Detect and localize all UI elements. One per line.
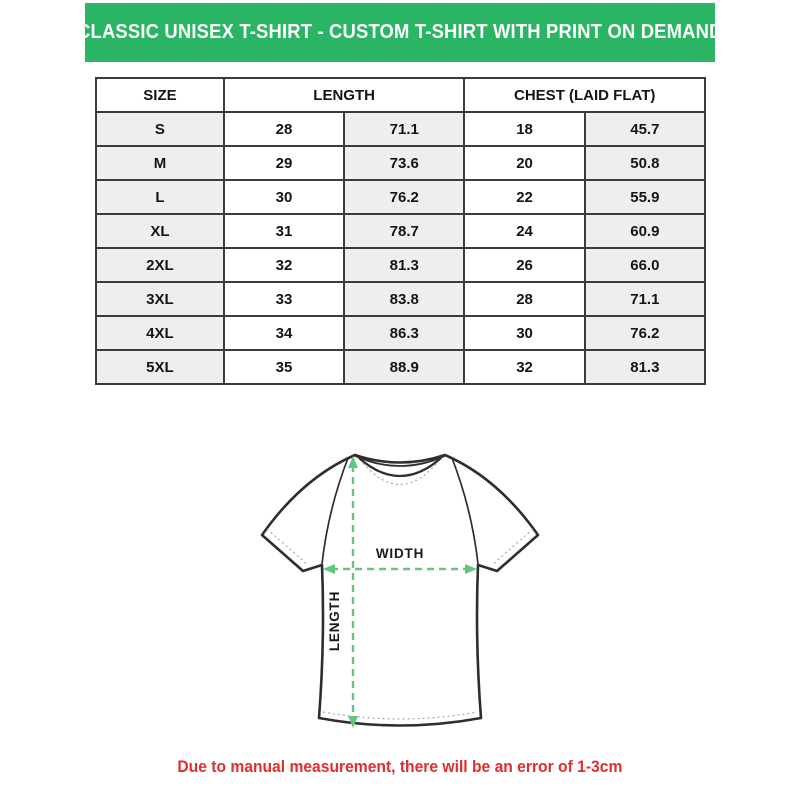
chest-inches-cell: 24: [464, 214, 584, 248]
length-cm-cell: 88.9: [344, 350, 464, 384]
measurement-note-row: [0, 757, 800, 777]
size-cell: S: [96, 112, 224, 146]
size-cell: 2XL: [96, 248, 224, 282]
chest-cm-cell: 60.9: [585, 214, 705, 248]
table-row: [96, 316, 705, 350]
table-row: [96, 112, 705, 146]
size-cell: M: [96, 146, 224, 180]
tshirt-outline: [262, 455, 538, 726]
chest-cm-cell: 76.2: [585, 316, 705, 350]
length-inches-cell: 34: [224, 316, 344, 350]
length-inches-cell: 28: [224, 112, 344, 146]
chest-cm-cell: 66.0: [585, 248, 705, 282]
length-inches-cell: 30: [224, 180, 344, 214]
table-row: [96, 180, 705, 214]
size-cell: 5XL: [96, 350, 224, 384]
page-title: CLASSIC UNISEX T-SHIRT - CUSTOM T-SHIRT WITH PRINT ON DEMAND: [77, 21, 723, 43]
length-cm-cell: 78.7: [344, 214, 464, 248]
size-cell: L: [96, 180, 224, 214]
length-inches-cell: 29: [224, 146, 344, 180]
table-row: [96, 248, 705, 282]
chest-cm-cell: 50.8: [585, 146, 705, 180]
size-cell: XL: [96, 214, 224, 248]
chest-cm-cell: 45.7: [585, 112, 705, 146]
chest-inches-cell: 28: [464, 282, 584, 316]
length-cm-cell: 71.1: [344, 112, 464, 146]
col-header-length: LENGTH: [224, 78, 465, 112]
size-table: [95, 77, 706, 385]
table-row: [96, 282, 705, 316]
chest-inches-cell: 20: [464, 146, 584, 180]
page-title-banner: [77, 3, 723, 62]
length-inches-cell: 33: [224, 282, 344, 316]
length-label: LENGTH: [327, 590, 342, 652]
tshirt-diagram-svg: [240, 430, 560, 750]
length-cm-cell: 76.2: [344, 180, 464, 214]
col-header-chest: CHEST (LAID FLAT): [464, 78, 705, 112]
chest-inches-cell: 22: [464, 180, 584, 214]
table-row: [96, 350, 705, 384]
length-inches-cell: 31: [224, 214, 344, 248]
chest-inches-cell: 26: [464, 248, 584, 282]
size-cell: 3XL: [96, 282, 224, 316]
chest-cm-cell: 71.1: [585, 282, 705, 316]
col-header-size: SIZE: [96, 78, 224, 112]
length-cm-cell: 86.3: [344, 316, 464, 350]
length-cm-cell: 83.8: [344, 282, 464, 316]
width-label: WIDTH: [375, 546, 425, 561]
chest-cm-cell: 81.3: [585, 350, 705, 384]
length-cm-cell: 81.3: [344, 248, 464, 282]
chest-inches-cell: 18: [464, 112, 584, 146]
chest-inches-cell: 30: [464, 316, 584, 350]
table-row: [96, 146, 705, 180]
length-inches-cell: 32: [224, 248, 344, 282]
size-cell: 4XL: [96, 316, 224, 350]
length-inches-cell: 35: [224, 350, 344, 384]
table-row: [96, 214, 705, 248]
length-cm-cell: 73.6: [344, 146, 464, 180]
tshirt-measurement-diagram: [240, 430, 560, 750]
chest-inches-cell: 32: [464, 350, 584, 384]
measurement-note: Due to manual measurement, there will be an error of 1-3cm: [177, 757, 623, 776]
table-header-row: [96, 78, 705, 112]
chest-cm-cell: 55.9: [585, 180, 705, 214]
